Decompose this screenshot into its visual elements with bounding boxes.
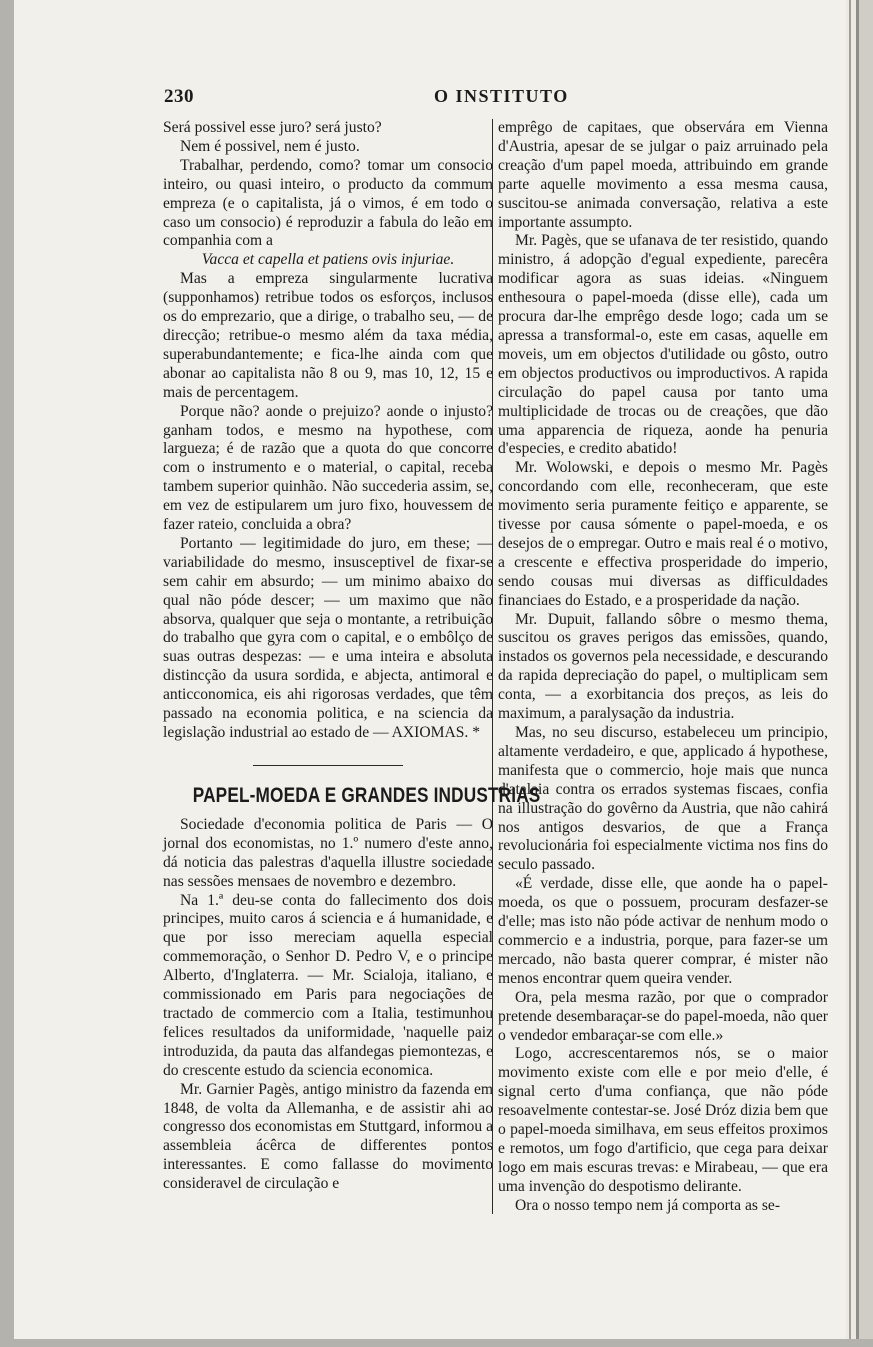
paragraph: Mr. Garnier Pagès, antigo ministro da fazenda em 1848, de volta da Allemanha, e de assistir ahi ao congresso dos economistas em Stuttgard, informou a assembleia ácêrca de differentes pontos interessantes. E como fallasse do movimento consideravel de circulação e <box>163 1080 493 1193</box>
paragraph: Ora o nosso tempo nem já comporta as se- <box>515 1196 781 1214</box>
section-separator-rule <box>253 765 403 766</box>
section-heading: PAPEL-MOEDA E GRANDES INDUSTRIAS <box>192 783 541 807</box>
paragraph: «É verdade, disse elle, que aonde ha o papel-moeda, os que o possuem, procuram desfazer-se d'elle; mas isto não póde activar de nenhum modo o commercio e a industria, porque, para fazer-se um mercado, não basta querer comprar, é mister não menos encontrar quem queira vender. <box>498 875 828 987</box>
paragraph: Sociedade d'economia politica de Paris — O jornal dos economistas, no 1.º numero d'este anno, dá noticia das palestras d'aquella illustre sociedade nas sessões mensaes de novembro e dezembro. <box>163 815 493 890</box>
right-column <box>498 119 828 1216</box>
paragraph: Nem é possivel, nem é justo. <box>180 137 360 155</box>
page-number: 230 <box>164 86 194 107</box>
book-edge <box>856 0 873 1347</box>
page-gutter-shadow <box>0 0 14 1347</box>
paragraph: Mas a empreza singularmente lucrativa (supponhamos) retribue todos os esforços, inclusos os do emprezario, que a dirige, o trabalho seu, — de direcção; retribue-o mesmo além da taxa média, superabundantemente; e fica-lhe ainda com que abonar ao capitalista não 8 ou 9, mas 10, 12, 15 e mais de percentagem. <box>163 270 493 401</box>
paragraph: Mr. Dupuit, fallando sôbre o mesmo thema, suscitou os graves perigos das emissões, quando, instados os governos pela necessidade, e descurando da rapida depreciação do papel, o multiplicam sem conta, — a exorbitancia dos preços, as leis do maximum, a paralysação da industria. <box>498 610 828 723</box>
paragraph: Mr. Wolowski, e depois o mesmo Mr. Pagès concordando com elle, reconheceram, que este movimento seria puramente feitiço e apparente, se tivesse por causa sómente o papel-moeda, e os desejos de o empregar. Outro e mais real é o motivo, a crescente e effectiva prosperidade do imperio, sendo cousas mui diversas as difficuldades financiaes do Estado, e a prosperidade da nação. <box>498 459 828 609</box>
bottom-edge <box>0 1339 873 1347</box>
paragraph: Mr. Pagès, que se ufanava de ter resistido, quando ministro, á adopção d'egual expediente, parecêra modificar agora as suas ideias. «Ninguem enthesoura o papel-moeda (disse elle), cada um procura dar-lhe emprêgo desde logo; cada um se apressa a transformal-o, este em casas, aquelle em moveis, um em objectos d'utilidade ou gôsto, outro em objectos productivos ou improductivos. A rapida circulação do papel causa por tanto uma multiplicidade de trocas ou de creações, que dão uma apparencia de riqueza, aonde ha penuria d'especies, e credito abatido! <box>498 232 828 458</box>
book-edge-line <box>849 0 851 1347</box>
printed-page <box>14 0 846 1339</box>
paragraph: Será possivel esse juro? será justo? <box>163 119 382 136</box>
left-column <box>163 119 541 1194</box>
paragraph: emprêgo de capitaes, que observára em Vienna d'Austria, apesar de se julgar o paiz arruinado pela creação d'um papel moeda, attribuindo em grande parte aquelle movimento a essa mesma causa, suscitou-se animada conversação, relativa a este importante assumpto. <box>498 119 828 231</box>
paragraph: Na 1.ª deu-se conta do fallecimento dos dois principes, muito caros á sciencia e á humanidade, e que por isso mereciam aquella especial commemoração, o Senhor D. Pedro V, e o principe Alberto, d'Inglaterra. — Mr. Scialoja, italiano, e commissionado em Paris para negociações de tractado de commercio com a Italia, testimunhou felices resultados da uniformidade, 'naquelle paiz introduzida, da pauta das alfandegas piemontezas, e do crescente estudo da sciencia economica. <box>163 891 493 1079</box>
paragraph: Portanto — legitimidade do juro, em these; — variabilidade do mesmo, insusceptivel de fixar-se sem cahir em absurdo; — um minimo abaixo do qual não póde descer; — um maximo que não absorva, qualquer que seja o montante, a retribuição do trabalho que gyra com o capital, e o embôlço de suas outras despezas: — e uma inteira e absoluta distincção da usura sordida, e abjecta, antimoral e anticconomica, eis ahi rigorosas verdades, que têm passado na economia politica, e na sciencia da legislação industrial ao estado de — AXIOMAS. * <box>163 534 493 741</box>
paragraph: Logo, accrescentaremos nós, se o maior movimento existe com elle e por meio d'elle, é signal certo d'uma confiança, que não póde resoavelmente contestar-se. José Dróz dizia bem que o papel-moeda similhava, em seus effeitos proximos e remotos, um fogo d'artificio, que cega para deixar logo em mais escuras trevas: e Mirabeau, — que era uma invenção do despotismo delirante. <box>498 1045 828 1195</box>
paragraph: Ora, pela mesma razão, por que o comprador pretende desembaraçar-se do papel-moeda, não quer o vendedor embaraçar-se com elle.» <box>498 988 828 1044</box>
page-header <box>14 86 846 110</box>
running-head: O INSTITUTO <box>434 86 569 106</box>
paragraph: Trabalhar, perdendo, como? tomar um consocio inteiro, ou quasi inteiro, o producto da commum empreza (e o capitalista, já o vimos, é em todo o caso um consocio) é reproduzir a fabula do leão em companhia com a <box>163 156 493 250</box>
latin-quotation: Vacca et capella et patiens ovis injuriae. <box>201 251 455 269</box>
paragraph: Mas, no seu discurso, estabeleceu um principio, altamente verdadeiro, e que, applicado á hypothese, manifesta que o commercio, hoje mais que nunca d'atalaia contra os errados systemas fiscaes, confia na illustração do govêrno da Austria, que não cahirá nos antigos desvarios, de que a França revolucionária foi especialmente victima nos fins do seculo passado. <box>498 724 828 874</box>
paragraph: Porque não? aonde o prejuizo? aonde o injusto? ganham todos, e mesmo na hypothese, com largueza; é de razão que a quota do que concorre com o instrumento e o material, o capital, receba tambem superior quinhão. Não succederia assim, se, em vez de estipularem um juro fixo, houvessem de fazer rateio, concluida a obra? <box>163 402 493 534</box>
